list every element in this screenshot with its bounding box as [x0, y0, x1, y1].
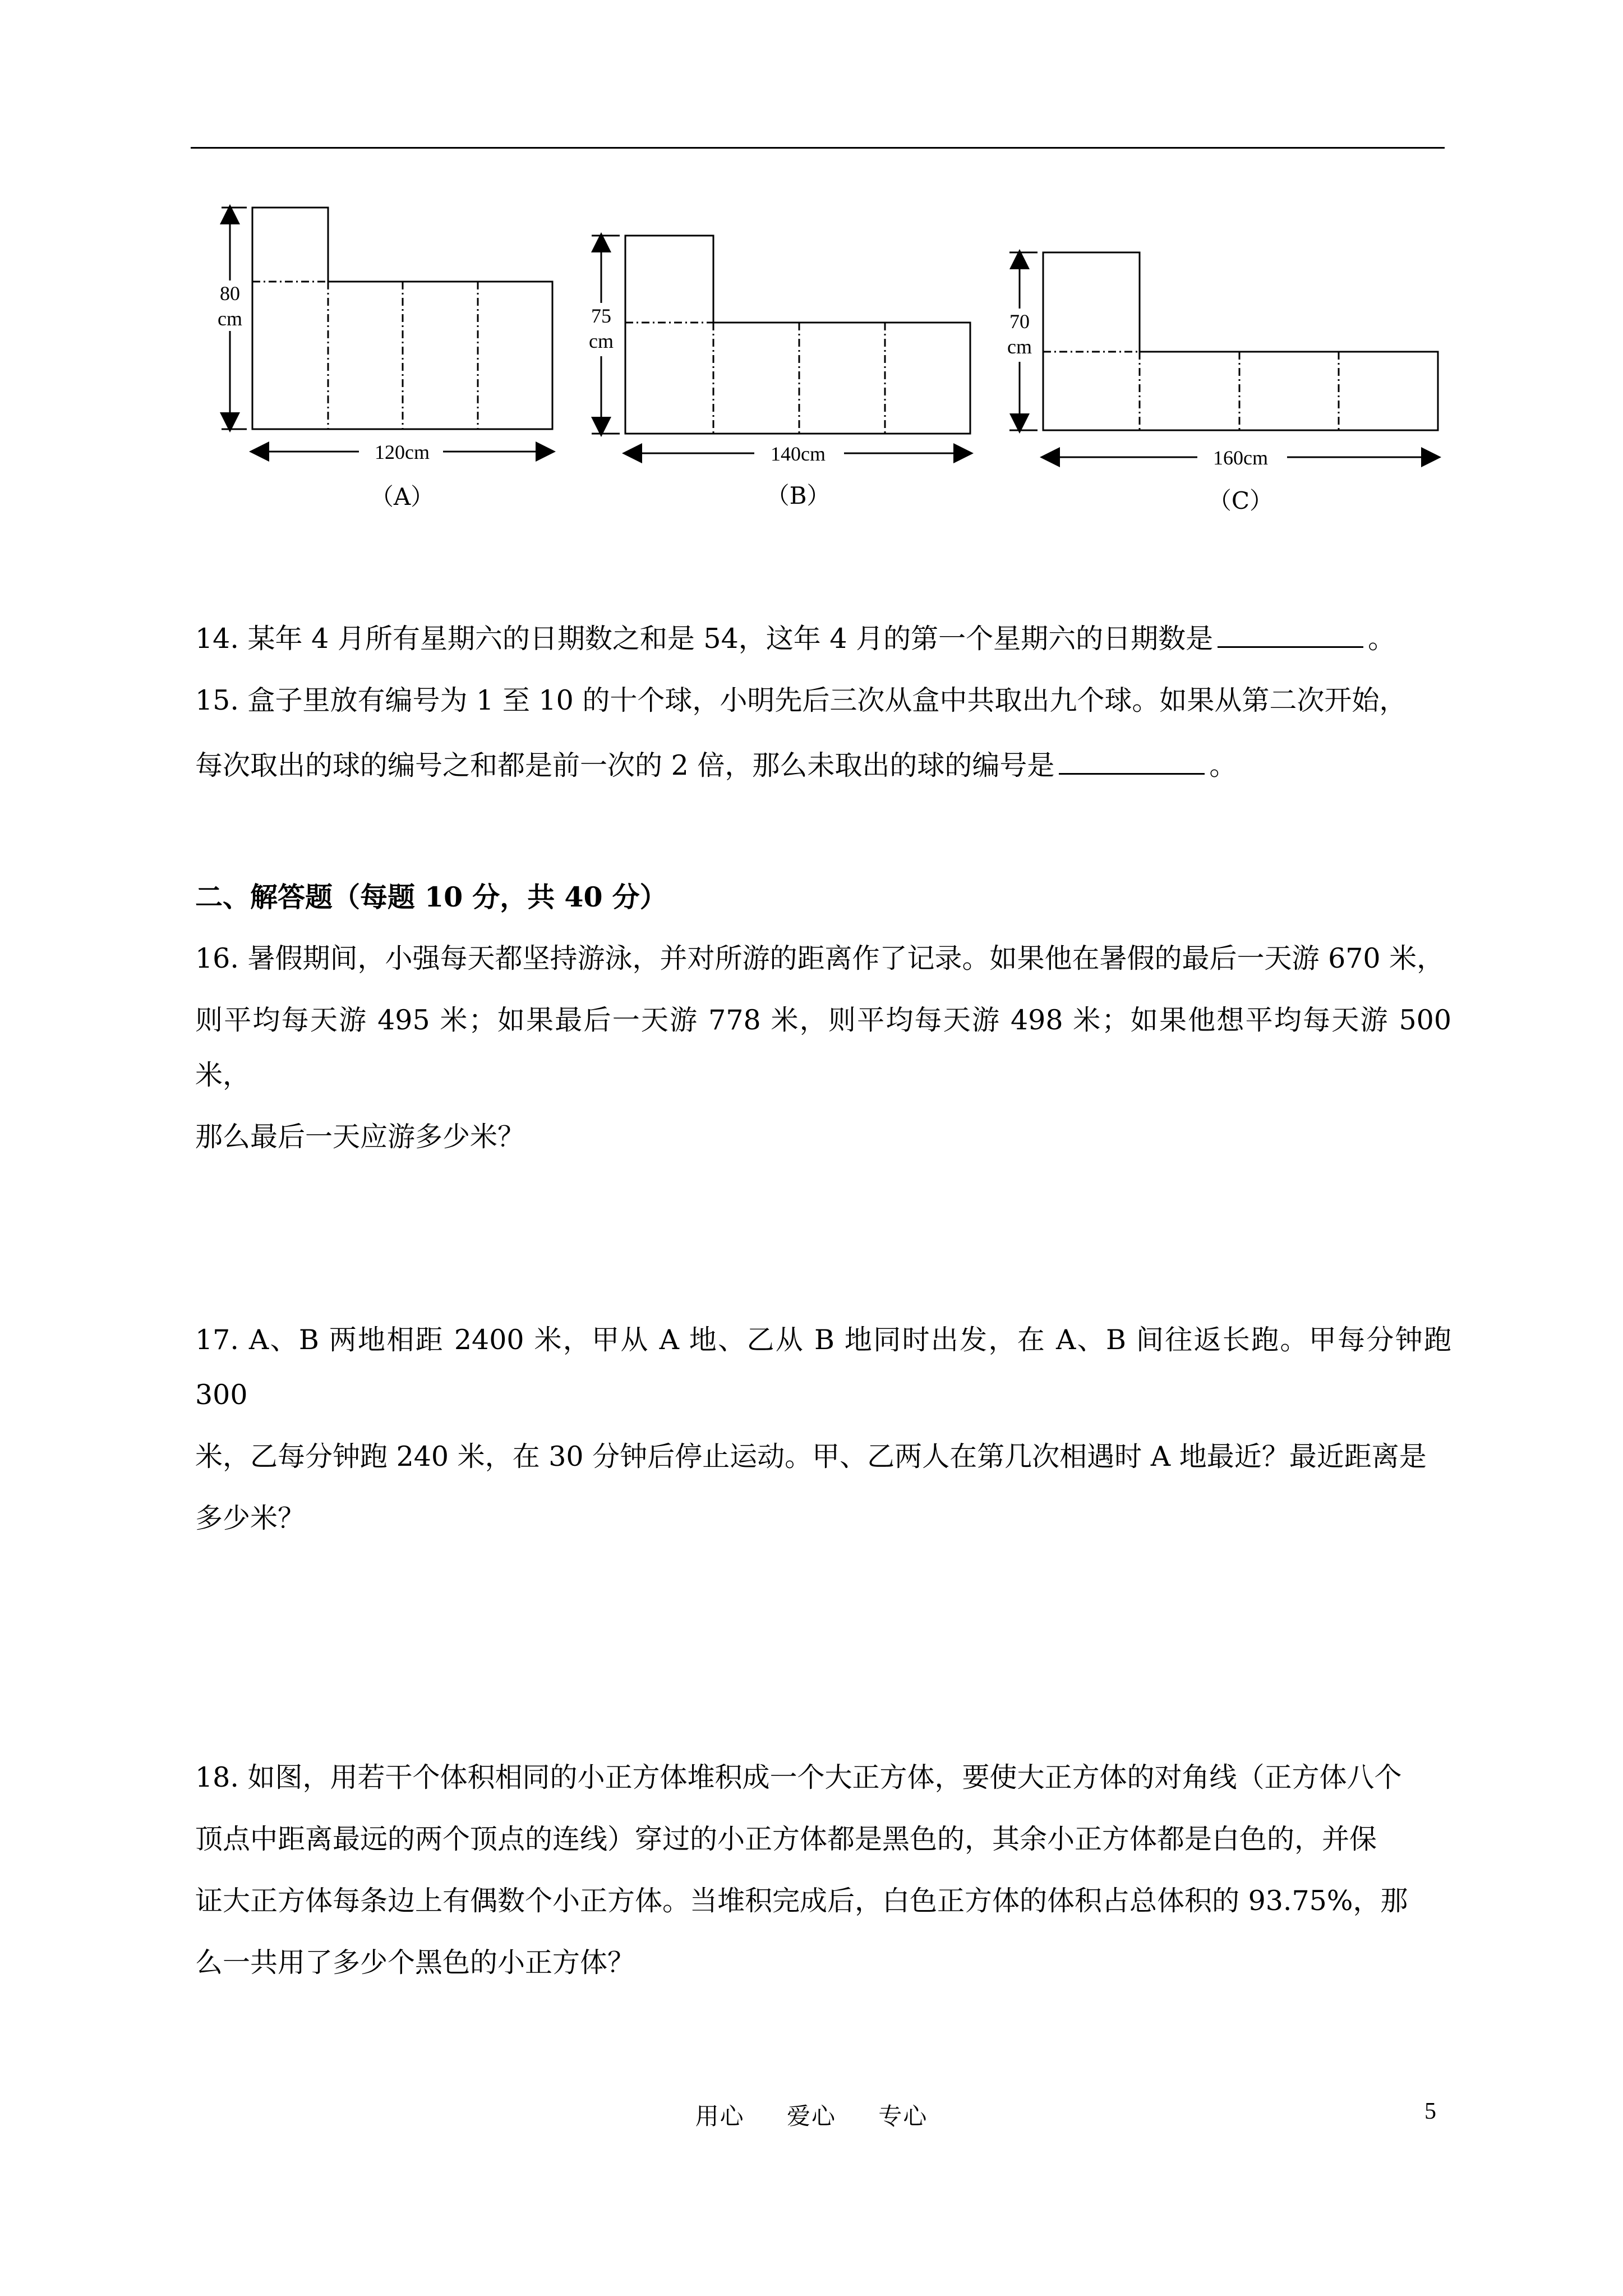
figure-b-width-label: 140cm	[771, 443, 826, 465]
q18-line3: 证大正方体每条边上有偶数个小正方体。当堆积完成后，白色正方体的体积占总体积的 93.75%，那	[195, 1885, 1408, 1917]
figure-c-height-unit: cm	[1007, 335, 1032, 358]
q15-line2: 每次取出的球的编号之和都是前一次的 2 倍，那么未取出的球的编号是	[195, 749, 1055, 781]
question-14	[195, 611, 1451, 666]
figure-a-width-label: 120cm	[375, 441, 430, 463]
section-2-title: 二、解答题（每题 10 分，共 40 分）	[195, 881, 667, 913]
q15-tail: 。	[1209, 749, 1237, 781]
page-number: 5	[1424, 2099, 1436, 2124]
question-15	[195, 673, 1451, 793]
q15-answer-blank[interactable]	[1059, 744, 1205, 775]
figure-b	[592, 236, 970, 453]
footer-word-1: 用心	[695, 2102, 745, 2130]
q17-line2: 米，乙每分钟跑 240 米，在 30 分钟后停止运动。甲、乙两人在第几次相遇时 A 地最近？最近距离是	[195, 1441, 1427, 1473]
q14-tail: 。	[1368, 623, 1396, 655]
q16-line1: 16. 暑假期间，小强每天都坚持游泳，并对所游的距离作了记录。如果他在暑假的最后一天游 670 米，	[195, 942, 1445, 974]
question-16	[195, 931, 1451, 1165]
q14-text: 14. 某年 4 月所有星期六的日期数之和是 54，这年 4 月的第一个星期六的日期数是	[195, 623, 1214, 655]
figures-row	[191, 191, 1447, 539]
q18-line2: 顶点中距离最远的两个顶点的连线）穿过的小正方体都是黑色的，其余小正方体都是白色的，并保	[195, 1823, 1377, 1855]
question-17	[195, 1313, 1451, 1546]
figure-b-height-unit: cm	[589, 330, 614, 352]
figure-c-height-num: 70	[1009, 310, 1030, 333]
q16-line2: 则平均每天游 495 米；如果最后一天游 778 米，则平均每天游 498 米；如果他想平均每天游 500 米，	[195, 1004, 1451, 1091]
figure-b-height-num: 75	[591, 305, 611, 327]
figure-c-width-label: 160cm	[1213, 447, 1268, 469]
figure-a-height-num: 80	[220, 282, 240, 305]
q14-answer-blank[interactable]	[1218, 617, 1363, 648]
figures-svg	[191, 191, 1447, 539]
footer-word-2: 爱心	[786, 2102, 836, 2130]
q18-line4: 么一共用了多少个黑色的小正方体？	[195, 1947, 635, 1978]
figure-c	[1009, 252, 1438, 457]
footer-slogan	[0, 2098, 1623, 2132]
footer-word-3: 专心	[878, 2102, 928, 2130]
figure-a-height-unit: cm	[218, 307, 242, 330]
q16-line3: 那么最后一天应游多少米？	[195, 1121, 525, 1153]
header-rule	[191, 147, 1445, 149]
figure-a-caption: （A）	[370, 483, 435, 510]
q17-line3: 多少米？	[195, 1502, 306, 1534]
q15-line1: 15. 盒子里放有编号为 1 至 10 的十个球，小明先后三次从盒中共取出九个球。如果从第二次开始，	[195, 684, 1407, 716]
figure-a	[222, 208, 552, 452]
q17-line1: 17. A、B 两地相距 2400 米，甲从 A 地、乙从 B 地同时出发，在 A、B 间往返长跑。甲每分钟跑 300	[195, 1324, 1451, 1411]
figure-b-caption: （B）	[766, 482, 831, 509]
q18-line1: 18. 如图，用若干个体积相同的小正方体堆积成一个大正方体，要使大正方体的对角线（正方体八个	[195, 1761, 1402, 1793]
question-18	[195, 1750, 1451, 1990]
section-2	[195, 869, 1451, 924]
figure-c-caption: （C）	[1207, 487, 1274, 514]
